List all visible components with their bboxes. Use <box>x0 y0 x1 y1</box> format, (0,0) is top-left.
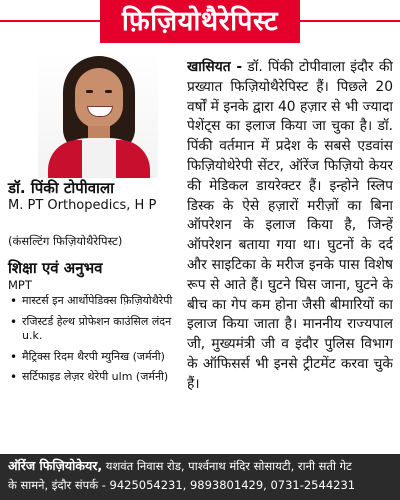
education-item: • मैट्रिक्स रिदम थैरपी म्युनिख (जर्मनी) <box>8 350 180 365</box>
header-right-rule <box>300 20 400 22</box>
education-item: • सर्टिफाइड लेज़र थेरेपी ulm (जर्मनी) <box>8 370 180 385</box>
doctor-name: डॉ. पिंकी टोपीवाला <box>8 179 114 197</box>
footer-contact: के सामने, इंदौर संपर्क - 9425054231, 9893801429, 0731-2544231 <box>8 478 356 492</box>
doctor-qualification: M. PT Orthopedics, H P <box>8 198 157 213</box>
article-text: डॉ. पिंकी टोपीवाला इंदौर की प्रख्यात फिज़ियोथैरेपिस्ट हैं। पिछले 20 वर्षों में इनके द्वारा 40 हज़ार से भी ज्यादा पेशेंट्स का इलाज किया जा चुका है। डॉ. पिंकी वर्तमान में प्रदेश के सबसे एडवांस फिज़ियोथेरेपी सेंटर, ऑरेंज फिज़ियो केयर की मेडिकल डायरेक्टर हैं। इन्होने स्लिप डिस्क के ऐसे हज़ारों मरीज़ों का बिना ऑपरेशन के इलाज किया है, जिन्हें ऑपरेशन बताया गया था। घुटनों के दर्द और साइटिका के मरीज इनके पास विशेष रूप से आते हैं। घुटने घिस जाना, घुटने के बीच का गेप कम होना जैसी बीमारियों का इलाज किया जाता है। माननीय राज्यपाल जी, मुख्यमंत्री जी व इंदौर पुलिस विभाग के ऑफिसर्स भी इनसे ट्रीटमेंट करवा चुके हैं। <box>187 59 393 392</box>
header-left-rule <box>0 20 100 22</box>
education-degree: MPT <box>8 278 32 292</box>
article-body <box>187 58 393 418</box>
education-item: • मास्टर्स इन आर्थोपेडिक्स फ़िज़ियोथैरेपी <box>8 294 180 309</box>
header-title-band <box>100 0 300 43</box>
education-heading: शिक्षा एवं अनुभव <box>8 259 103 277</box>
education-list <box>8 294 180 391</box>
profile-column <box>0 44 180 454</box>
footer-brand: ऑरेंज फिज़ियोकेयर, <box>8 458 103 473</box>
page-title: फ़िज़ियोथैरेपिस्ट <box>121 6 279 37</box>
footer <box>0 454 400 500</box>
article-lead: खासियत - <box>187 59 243 75</box>
footer-line-1 <box>8 457 400 475</box>
footer-address: यशवंत निवास रोड, पार्श्वनाथ मंदिर सोसायटी, रानी सती गेट <box>105 459 352 473</box>
doctor-photo <box>38 50 158 178</box>
education-item: • रजिस्टर्ड हेल्थ प्रोफेशन काउंसिल लंदन u.k. <box>8 315 180 344</box>
doctor-role: (कंसल्टिंग फिज़ियोथैरेपिस्ट) <box>8 234 123 248</box>
header-banner <box>0 0 400 43</box>
